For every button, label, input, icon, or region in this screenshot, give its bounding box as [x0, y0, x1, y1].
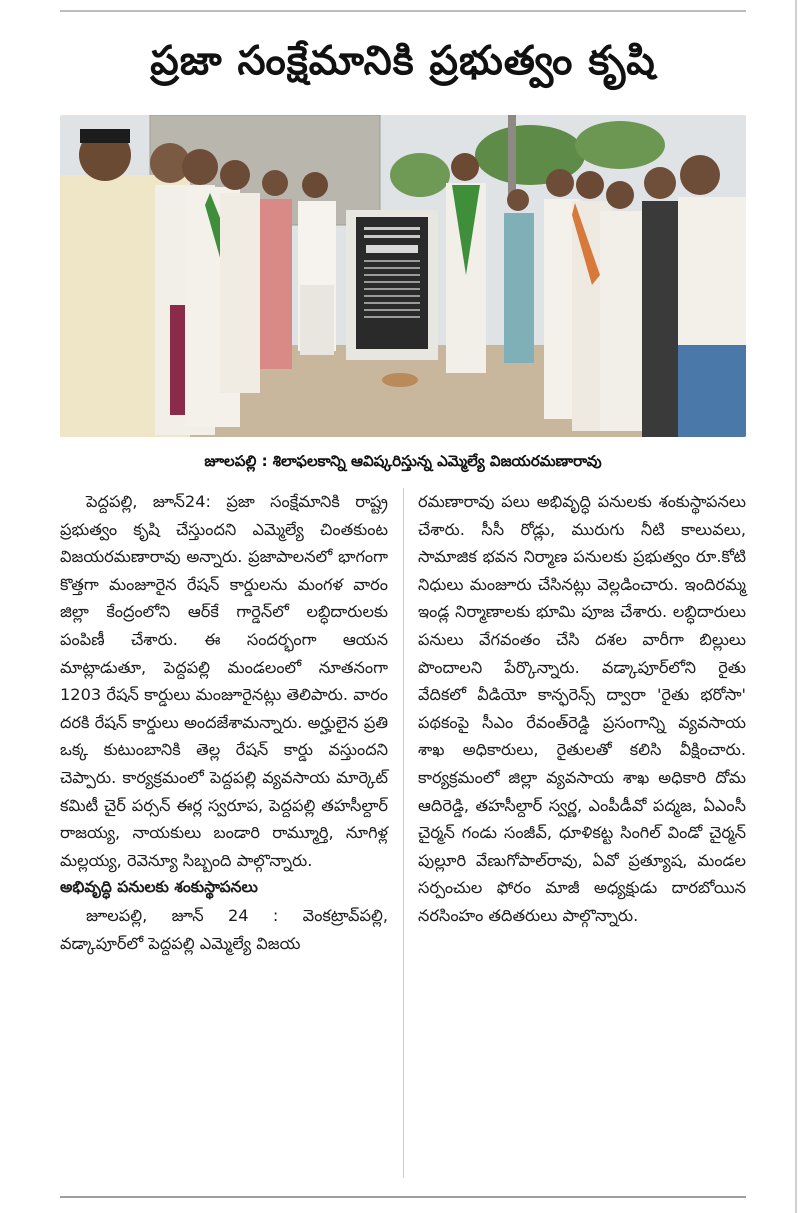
foundation-plaque [346, 210, 438, 360]
article-paragraph: రమణారావు పలు అభివృద్ధి పనులకు శంకుస్థాపనలు చేశారు. సీసీ రోడ్లు, మురుగు నీటి కాలువలు, సామాజిక భవన నిర్మాణ పనులకు ప్రభుత్వం రూ.కోటి నిధులు మంజూరు చేసినట్లు వెల్లడించారు. ఇందిరమ్మ ఇండ్ల నిర్మాణాలకు భూమి పూజ చేశారు. లబ్ధిదారులు పనులు వేగవంతం చేసి దశల వారీగా బిల్లులు పొందాలని పేర్కొన్నారు. వడ్కాపూర్‌లోని రైతు వేదికలో వీడియో కాన్ఫరెన్స్ ద్వారా 'రైతు భరోసా' పథకంపై సీఎం రేవంత్‌రెడ్డి ప్రసంగాన్ని వ్యవసాయ శాఖ అధికారులు, రైతులతో కలిసి వీక్షించారు. కార్యక్రమంలో జిల్లా వ్యవసాయ శాఖ అధికారి దోమ ఆదిరెడ్డి, తహసీల్దార్ స్వర్ణ, ఎంపీడీవో పద్మజ, ఏఎంసీ చైర్మన్ గండు సంజీవ్, ధూళికట్ట సింగిల్ విండో చైర్మన్ పుల్లూరి వేణుగోపాల్‌రావు, ఏవో ప్రత్యూష, మండల సర్పంచుల ఫోరం మాజీ అధ్యక్షుడు దారబోయిన నరసింహం తదితరులు పాల్గొన్నారు. [418, 492, 746, 925]
article-paragraph: పెద్దపల్లి, జూన్24: ప్రజా సంక్షేమానికి రాష్ట్ర ప్రభుత్వం కృషి చేస్తుందని ఎమ్మెల్యే చింతకుంట విజయరమణారావు అన్నారు. ప్రజాపాలనలో భాగంగా కొత్తగా మంజూరైన రేషన్ కార్డులను మంగళ వారం జిల్లా కేంద్రంలోని ఆర్‌కే గార్డెన్‌లో లబ్ధిదారులకు పంపిణీ చేశారు. ఈ సందర్భంగా ఆయన మాట్లాడుతూ, పెద్దపల్లి మండలంలో నూతనంగా 1203 రేషన్ కార్డులు మంజూరైనట్లు తెలిపారు. వారం దరకి రేషన్ కార్డులు అందజేశామన్నారు. అర్హులైన ప్రతి ఒక్క కుటుంబానికి తెల్ల రేషన్ కార్డు వస్తుందని చెప్పారు. కార్యక్రమంలో పెద్దపల్లి వ్యవసాయ మార్కెట్ కమిటీ చైర్ పర్సన్ ఈర్ల స్వరూప, పెద్దపల్లి తహసీల్దార్ రాజయ్య, నాయకులు బండారి రామ్మూర్తి, నూగిళ్ల మల్లయ్య, రెవెన్యూ సిబ్బంది పాల్గొన్నారు. [60, 492, 388, 870]
article-subheading: అభివృద్ధి పనులకు శంకుస్థాపనలు [60, 878, 258, 897]
photo-caption: జూలపల్లి : శిలాఫలకాన్ని ఆవిష్కరిస్తున్న ఎమ్మెల్యే విజయరమణారావు [204, 452, 602, 470]
news-photo [60, 115, 746, 437]
headline: ప్రజా సంక్షేమానికి ప్రభుత్వం కృషి [150, 38, 656, 84]
article-column-right [418, 488, 746, 930]
article-column-left [60, 488, 388, 957]
right-page-edge [795, 0, 797, 1213]
article-paragraph: జూలపల్లి, జూన్ 24 : వెంకట్రావ్‌పల్లి, వడ్కాపూర్‌లో పెద్దపల్లి ఎమ్మెల్యే విజయ [60, 905, 388, 953]
column-divider [403, 488, 404, 1178]
top-rule [60, 10, 746, 12]
bottom-rule [60, 1196, 746, 1198]
